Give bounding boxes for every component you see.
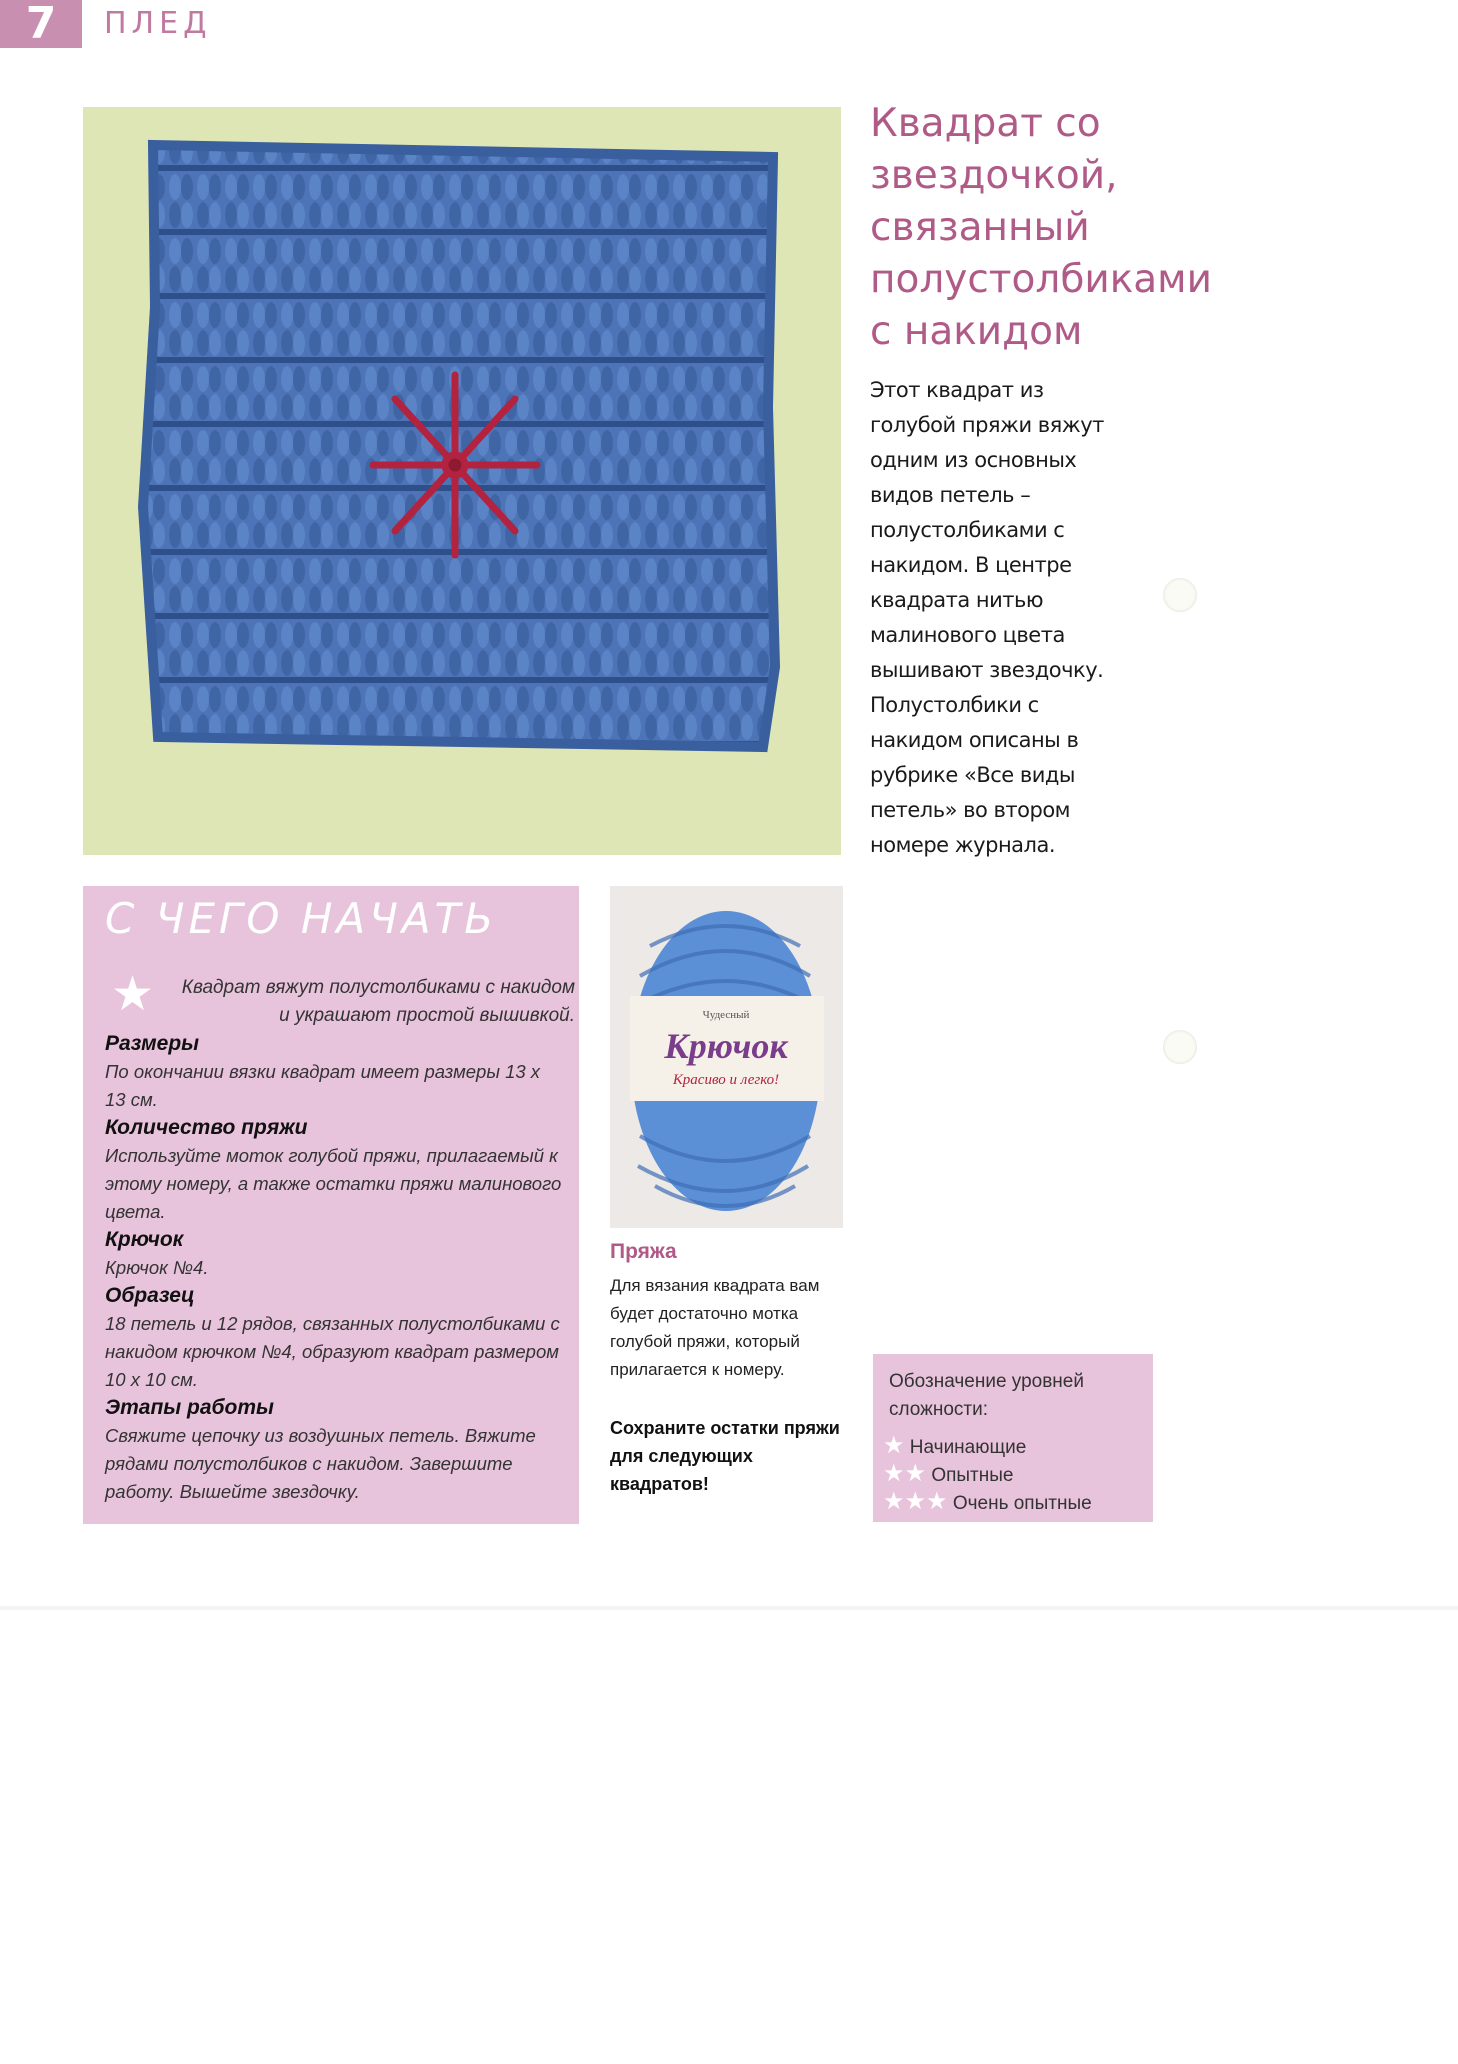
section-heading: Размеры	[105, 1032, 200, 1055]
section-text: 18 петель и 12 рядов, связанных полустолбиками с накидом крючком №4, образуют квадрат размером 10 х 10 см.	[105, 1313, 560, 1390]
section-heading: Этапы работы	[105, 1396, 274, 1419]
start-box	[83, 886, 579, 1524]
yarn-photo	[610, 886, 843, 1228]
legend-row	[883, 1488, 1092, 1518]
star-icon: ★	[883, 1432, 905, 1459]
yarn-label-tagline: Красиво и легко!	[672, 1072, 780, 1088]
yarn-label-small: Чудесный	[702, 1009, 750, 1021]
section-heading: Образец	[105, 1284, 195, 1307]
section-text: Крючок №4.	[105, 1257, 209, 1278]
legend-label: Начинающие	[909, 1437, 1027, 1458]
binder-hole	[1163, 578, 1197, 612]
section-text: Свяжите цепочку из воздушных петель. Вяжите рядами полустолбиков с накидом. Завершите работу. Вышейте звездочку.	[105, 1425, 536, 1502]
difficulty-legend	[873, 1354, 1153, 1522]
article-title: Квадрат со звездочкой, связанный полустолбиками с накидом	[870, 101, 1212, 354]
start-lead: Квадрат вяжут полустолбиками с накидом и украшают простой вышивкой.	[181, 977, 575, 1026]
section-text: Используйте моток голубой пряжи, прилагаемый к этому номеру, а также остатки пряжи малинового цвета.	[105, 1145, 562, 1222]
swatch-photo	[83, 107, 841, 855]
legend-label: Очень опытные	[952, 1493, 1092, 1514]
yarn-bold-text: Сохраните остатки пряжи для следующих квадратов!	[610, 1418, 840, 1494]
page-number: 7	[0, 0, 82, 48]
start-heading: С ЧЕГО НАЧАТЬ	[105, 894, 498, 943]
scan-edge	[0, 1606, 1458, 1610]
section-title: ПЛЕД	[104, 6, 212, 41]
yarn-label-brand: Крючок	[664, 1026, 788, 1066]
embroidered-star	[373, 375, 537, 555]
binder-hole	[1163, 1030, 1197, 1064]
star-icon: ★★★	[883, 1488, 948, 1515]
legend-title: Обозначение уровней сложности:	[889, 1371, 1084, 1420]
section-heading: Количество пряжи	[105, 1116, 308, 1139]
section-text: По окончании вязки квадрат имеет размеры 13 х 13 см.	[105, 1061, 541, 1110]
star-icon: ★	[111, 968, 155, 1021]
yarn-text: Для вязания квадрата вам будет достаточно мотка голубой пряжи, который прилагается к номеру.	[610, 1276, 820, 1379]
legend-label: Опытные	[931, 1465, 1014, 1486]
article-intro: Этот квадрат из голубой пряжи вяжут одним из основных видов петель – полустолбиками с накидом. В центре квадрата нитью малинового цвета вышивают звездочку. Полустолбики с накидом описаны в рубрике «Все виды петель» во втором номере журнала.	[870, 378, 1104, 857]
start-body	[105, 1030, 565, 1506]
section-heading: Крючок	[105, 1228, 184, 1251]
yarn-title: Пряжа	[610, 1240, 677, 1263]
star-icon: ★★	[883, 1460, 927, 1487]
crochet-square	[143, 145, 775, 747]
legend-row	[883, 1460, 1013, 1490]
legend-row	[883, 1432, 1026, 1462]
